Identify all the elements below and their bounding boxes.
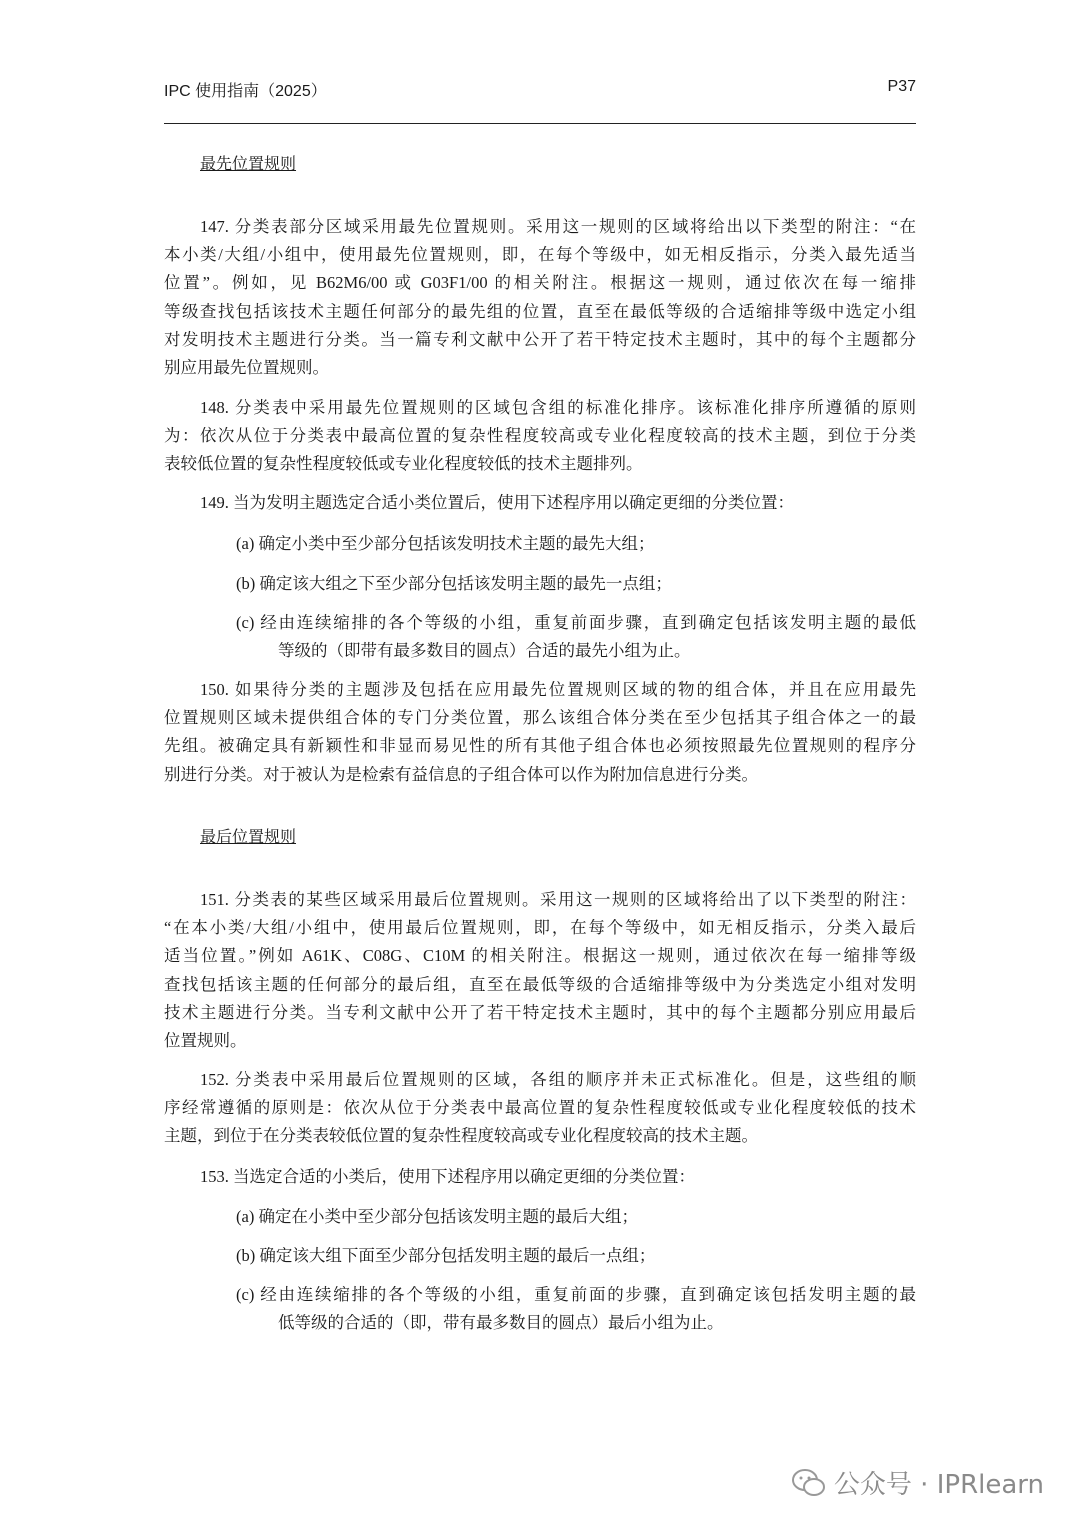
text-line: 151. 分类表的某些区域采用最后位置规则。采用这一规则的区域将给出了以下类型的附注： bbox=[200, 890, 916, 909]
text-line: (c) 经由连续缩排的各个等级的小组，重复前面的步骤，直到确定该包括发明主题的最 bbox=[236, 1285, 916, 1304]
text-line: 本小类/大组/小组中，使用最先位置规则，即，在每个等级中，如无相反指示，分类入最先适当 bbox=[164, 245, 916, 265]
text-line: 对发明技术主题进行分类。当一篇专利文献中公开了若干特定技术主题时，其中的每个主题都分 bbox=[164, 329, 916, 349]
list-item-153c bbox=[236, 1281, 916, 1337]
text-line: 150. 如果待分类的主题涉及包括在应用最先位置规则区域的物的组合体，并且在应用最先 bbox=[200, 680, 916, 699]
text-line: 等级查找包括该技术主题任何部分的最先组的位置，直至在最低等级的合适缩排等级中选定小组 bbox=[164, 301, 916, 321]
text-line: 位置规则区域未提供组合体的专门分类位置，那么该组合体分类在至少包括其子组合体之一的最 bbox=[164, 708, 916, 728]
section-heading: 最后位置规则 bbox=[200, 829, 297, 846]
list-item-149a bbox=[236, 530, 916, 558]
text-line: 序经常遵循的原则是：依次从位于分类表中最高位置的复杂性程度较低或专业化程度较低的技术 bbox=[164, 1098, 916, 1118]
watermark bbox=[792, 1464, 1044, 1501]
paragraph-151 bbox=[164, 886, 916, 1055]
text-line: (b) 确定该大组之下至少部分包括该发明主题的最先一点组； bbox=[236, 574, 672, 593]
text-line: 位置规则。 bbox=[164, 1031, 247, 1051]
header-divider bbox=[164, 123, 916, 124]
wechat-icon bbox=[792, 1468, 826, 1498]
text-line: 别应用最先位置规则。 bbox=[164, 358, 329, 378]
paragraph-148 bbox=[164, 394, 916, 479]
header-title: IPC 使用指南（2025） bbox=[164, 83, 327, 100]
text-line: 适当位置。”例如 A61K、C08G、C10M 的相关附注。根据这一规则，通过依次在每一缩排等级 bbox=[164, 946, 916, 966]
watermark-text: 公众号 · IPRlearn bbox=[833, 1470, 1044, 1500]
text-line: 为：依次从位于分类表中最高位置的复杂性程度较高或专业化程度较高的技术主题，到位于分类 bbox=[164, 426, 916, 446]
text-line: 主题，到位于在分类表较低位置的复杂性程度较高或专业化程度较高的技术主题。 bbox=[164, 1126, 758, 1146]
paragraph-149 bbox=[164, 489, 916, 517]
text-line: 149. 当为发明主题选定合适小类位置后，使用下述程序用以确定更细的分类位置： bbox=[200, 493, 794, 512]
text-line: (b) 确定该大组下面至少部分包括发明主题的最后一点组； bbox=[236, 1246, 656, 1265]
text-line: 位置”。例如，见 B62M6/00 或 G03F1/00 的相关附注。根据这一规则，通过依次在每一缩排 bbox=[164, 273, 916, 293]
paragraph-150 bbox=[164, 676, 916, 789]
paragraph-147 bbox=[164, 213, 916, 382]
text-line: (a) 确定在小类中至少部分包括该发明主题的最后大组； bbox=[236, 1207, 638, 1226]
list-item-149b bbox=[236, 570, 916, 598]
text-line: 表较低位置的复杂性程度较低或专业化程度较低的技术主题排列。 bbox=[164, 454, 643, 474]
text-line: 查找包括该主题的任何部分的最后组，直至在最低等级的合适缩排等级中为分类选定小组对发明 bbox=[164, 974, 916, 994]
text-line: 153. 当选定合适的小类后，使用下述程序用以确定更细的分类位置： bbox=[200, 1167, 695, 1186]
paragraph-152 bbox=[164, 1066, 916, 1151]
text-line: 等级的（即带有最多数目的圆点）合适的最先小组为止。 bbox=[278, 641, 691, 661]
section-heading: 最先位置规则 bbox=[200, 156, 297, 173]
text-line: 148. 分类表中采用最先位置规则的区域包含组的标准化排序。该标准化排序所遵循的原则 bbox=[200, 398, 916, 417]
list-item-149c bbox=[236, 609, 916, 665]
text-line: 先组。被确定具有新颖性和非显而易见性的所有其他子组合体也必须按照最先位置规则的程序分 bbox=[164, 736, 916, 756]
text-line: 147. 分类表部分区域采用最先位置规则。采用这一规则的区域将给出以下类型的附注：“在 bbox=[200, 217, 916, 236]
list-item-153b bbox=[236, 1242, 916, 1270]
text-line: “在本小类/大组/小组中，使用最后位置规则，即，在每个等级中，如无相反指示，分类入最后 bbox=[164, 918, 916, 938]
text-line: 技术主题进行分类。当专利文献中公开了若干特定技术主题时，其中的每个主题都分别应用最后 bbox=[164, 1002, 916, 1022]
text-line: 别进行分类。对于被认为是检索有益信息的子组合体可以作为附加信息进行分类。 bbox=[164, 764, 758, 784]
text-line: 低等级的合适的（即，带有最多数目的圆点）最后小组为止。 bbox=[278, 1313, 724, 1333]
text-line: (a) 确定小类中至少部分包括该发明技术主题的最先大组； bbox=[236, 534, 655, 553]
page-number: P37 bbox=[887, 78, 916, 95]
list-item-153a bbox=[236, 1203, 916, 1231]
text-line: 152. 分类表中采用最后位置规则的区域，各组的顺序并未正式标准化。但是，这些组的顺 bbox=[200, 1070, 916, 1089]
text-line: (c) 经由连续缩排的各个等级的小组，重复前面步骤，直到确定包括该发明主题的最低 bbox=[236, 613, 916, 632]
paragraph-153 bbox=[164, 1163, 916, 1191]
